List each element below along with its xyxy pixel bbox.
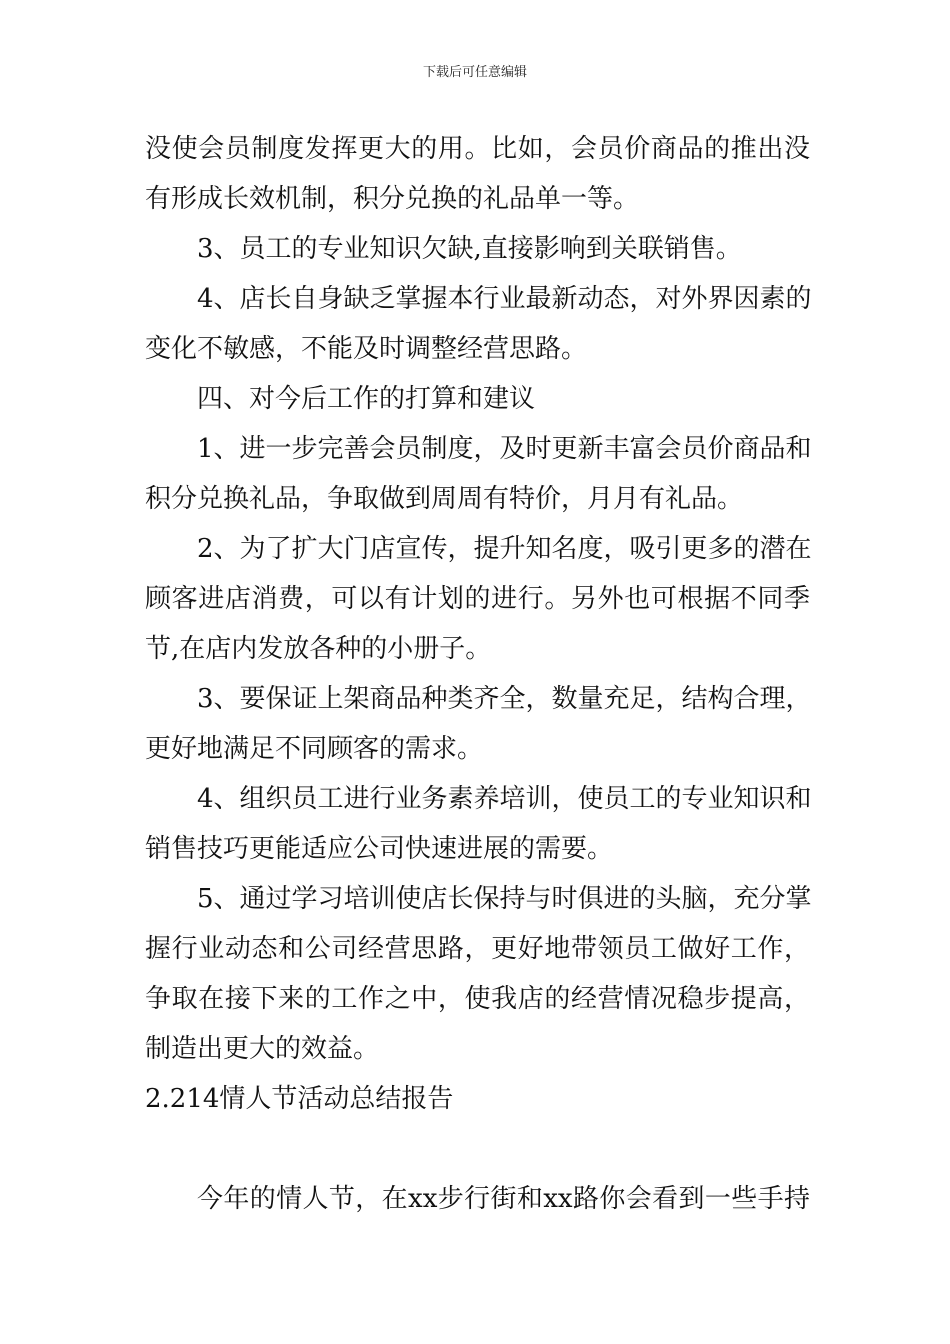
page-header: 下载后可任意编辑 — [422, 65, 527, 80]
text-line: 制造出更大的效益。 — [145, 1034, 380, 1064]
list-item: 5、通过学习培训使店长保持与时俱进的头脑，充分掌 — [197, 884, 812, 914]
list-item: 4、组织员工进行业务素养培训，使员工的专业知识和 — [197, 784, 812, 814]
text-line: 节,在店内发放各种的小册子。 — [145, 634, 492, 664]
text-line: 顾客进店消费，可以有计划的进行。另外也可根据不同季 — [145, 584, 810, 614]
section-title: 2.214情人节活动总结报告 — [145, 1084, 454, 1114]
section-heading: 四、对今后工作的打算和建议 — [197, 384, 536, 414]
list-item: 1、进一步完善会员制度，及时更新丰富会员价商品和 — [197, 434, 812, 464]
text-line: 今年的情人节，在xx步行街和xx路你会看到一些手持 — [197, 1184, 810, 1214]
text-line: 有形成长效机制，积分兑换的礼品单一等。 — [145, 184, 640, 214]
text-line: 没使会员制度发挥更大的用。比如，会员价商品的推出没 — [145, 134, 810, 164]
text-line: 销售技巧更能适应公司快速进展的需要。 — [145, 834, 614, 864]
text-line: 积分兑换礼品，争取做到周周有特价，月月有礼品。 — [145, 484, 744, 514]
document-body — [145, 124, 810, 1224]
text-line: 握行业动态和公司经营思路，更好地带领员工做好工作， — [145, 934, 810, 964]
paragraph-gap — [145, 1124, 810, 1174]
text-line: 变化不敏感，不能及时调整经营思路。 — [145, 334, 588, 364]
list-item: 3、员工的专业知识欠缺,直接影响到关联销售。 — [197, 234, 742, 264]
text-line: 争取在接下来的工作之中，使我店的经营情况稳步提高， — [145, 984, 810, 1014]
text-line: 更好地满足不同顾客的需求。 — [145, 734, 484, 764]
list-item: 3、要保证上架商品种类齐全，数量充足，结构合理， — [197, 684, 812, 714]
list-item: 2、为了扩大门店宣传，提升知名度，吸引更多的潜在 — [197, 534, 812, 564]
list-item: 4、店长自身缺乏掌握本行业最新动态，对外界因素的 — [197, 284, 812, 314]
